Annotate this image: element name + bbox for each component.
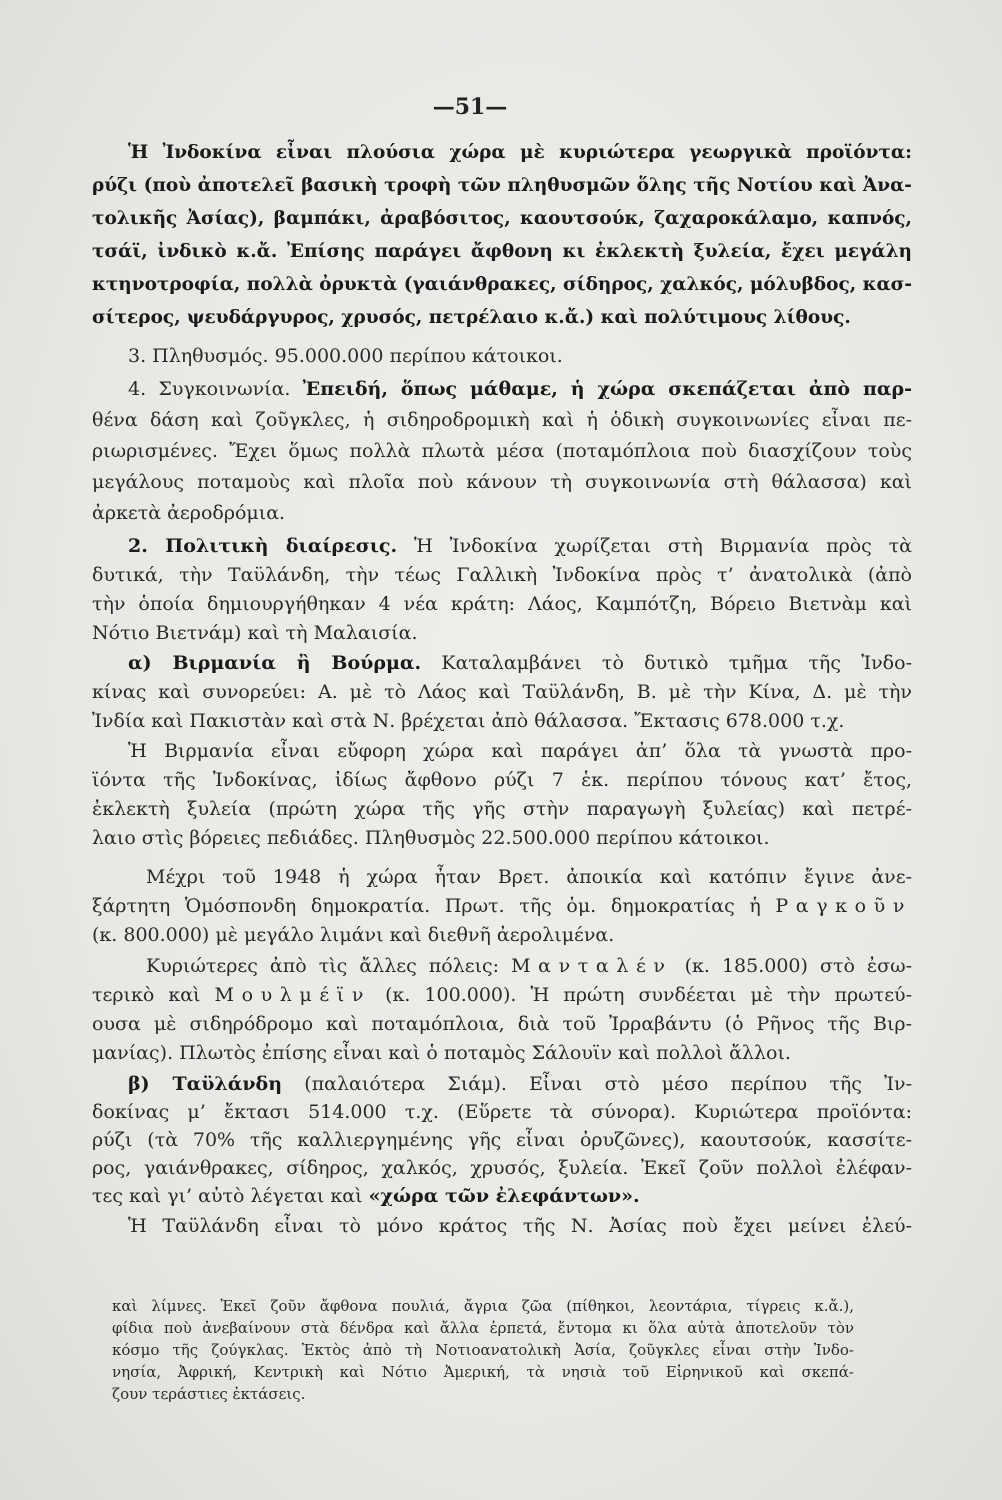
line-text: ἐκλεκτὴ ξυλεία (πρώτη χώρα τῆς γῆς στὴν παραγωγὴ ξυλείας) καὶ πετρέ- (92, 798, 912, 820)
line-text (92, 1182, 640, 1210)
text-segment: τερικὸ καὶ (92, 984, 201, 1006)
section-heading: 2. Πολιτικὴ διαίρεσις. (128, 535, 398, 557)
text-line (92, 1154, 912, 1182)
line-text: Ἡ Βιρμανία εἶναι εὔφορη χώρα καὶ παράγει ἀπ’ ὅλα τὰ γνωστὰ προ- (128, 740, 912, 762)
line-text: μανίας). Πλωτὸς ἐπίσης εἶναι καὶ ὁ ποταμὸς Σάλουϊν καὶ πολλοὶ ἄλλοι. (92, 1042, 791, 1064)
text-line (92, 892, 912, 921)
line-text: μεγάλους ποταμοὺς καὶ πλοῖα ποὺ κάνουν τὴ συγκοινωνία στὴ θάλασσα) καὶ (92, 471, 912, 493)
line-text (128, 532, 912, 561)
city-name: Μουλμέϊν (214, 984, 372, 1006)
line-text: (κ. 800.000) μὲ μεγάλο λιμάνι καὶ διεθνῆ ἀερολιμένα. (92, 924, 615, 946)
text-line (92, 202, 912, 235)
text-line (92, 590, 912, 619)
page-number: —51— (432, 94, 508, 120)
line-text: Ἡ Ταϋλάνδη εἶναι τὸ μόνο κράτος τῆς Ν. Ἀσίας ποὺ ἔχει μείνει ἐλεύ- (128, 1215, 912, 1237)
text-line (92, 1039, 912, 1068)
line-text: ρύζι (τὰ 70% τῆς καλλιεργημένης γῆς εἶναι ὀρυζῶνες), καουτσούκ, κασσίτε- (92, 1129, 912, 1151)
text-line (92, 1098, 912, 1126)
line-text: Μέχρι τοῦ 1948 ἡ χώρα ἦταν Βρετ. ἀποικία καὶ κατόπιν ἔγινε ἀνε- (146, 866, 912, 888)
paragraph-thailand (92, 1070, 912, 1210)
text-segment: 95.000.000 περίπου κάτοικοι. (274, 345, 563, 367)
line-text: Ἡ Ἰνδοκίνα εἶναι πλούσια χώρα μὲ κυριώτερα γεωργικὰ προϊόντα: (128, 142, 912, 163)
footnote-line (112, 1339, 854, 1361)
footnote-line (112, 1295, 854, 1317)
text-line (128, 136, 912, 169)
line-text: θένα δάση καὶ ζοῦγκλες, ἡ σιδηροδρομικὴ καὶ ἡ ὁδικὴ συγκοινωνίες εἶναι πε- (92, 409, 912, 431)
paragraph-products (92, 136, 912, 334)
paragraph-political-division (92, 532, 912, 648)
text-segment: Ἡ Ἰνδοκίνα χωρίζεται στὴ Βιρμανία πρὸς τὰ (413, 535, 913, 557)
text-line (92, 1010, 912, 1039)
text-line (92, 795, 912, 824)
text-segment: ξάρτητη Ὁμόσπονδη δημοκρατία. Πρωτ. τῆς ὁμ. δημοκρατίας ἡ (92, 895, 761, 917)
line-text (128, 374, 912, 405)
text-line (146, 952, 912, 981)
section-heading: 4. Συγκοινωνία. (128, 378, 291, 400)
paragraph-burma-products (92, 737, 912, 853)
line-text: κτηνοτροφία, πολλὰ ὀρυκτὰ (γαιάνθρακες, σίδηρος, χαλκός, μόλυβδος, κασ- (92, 274, 912, 295)
line-text: ζουν τεράστιες ἐκτάσεις. (112, 1385, 306, 1403)
paragraph-burma (92, 649, 912, 736)
city-name: Μανταλέν (511, 955, 673, 977)
text-line (128, 1070, 912, 1098)
text-line (92, 235, 912, 268)
text-line (128, 737, 912, 766)
line-text (128, 649, 912, 678)
footnote-line (112, 1361, 854, 1383)
text-line (92, 1126, 912, 1154)
paragraph-population (92, 342, 912, 371)
line-text: Ἰνδία καὶ Πακιστὰν καὶ στὰ Ν. βρέχεται ἀπὸ θάλασσα. Ἔκτασις 678.000 τ.χ. (92, 710, 845, 732)
text-line (128, 532, 912, 561)
text-line (128, 649, 912, 678)
paragraph-burma-cities (92, 952, 912, 1068)
line-text: ἀρκετὰ ἀεροδρόμια. (92, 502, 286, 524)
text-line (92, 1182, 912, 1210)
line-text: φίδια ποὺ ἀνεβαίνουν στὰ δένδρα καὶ ἄλλα ἑρπετά, ἔντομα κι ὅλα αὐτὰ ἀποτελοῦν τὸν (112, 1319, 854, 1337)
footnote-line (112, 1383, 854, 1405)
text-line (92, 405, 912, 436)
paragraph-thailand-independence (92, 1212, 912, 1241)
text-line (92, 561, 912, 590)
text-segment: Ἐπειδή, ὅπως μάθαμε, ἡ χώρα σκεπάζεται ἀπὸ παρ- (302, 378, 913, 400)
text-line (92, 678, 912, 707)
text-line (92, 824, 912, 853)
line-text: τὴν ὁποία δημιουργήθηκαν 4 νέα κράτη: Λάος, Καμπότζη, Βόρειο Βιετνὰμ καὶ (92, 593, 912, 615)
line-text: ριωρισμένες. Ἔχει ὅμως πολλὰ πλωτὰ μέσα (ποταμόπλοια ποὺ διασχίζουν τοὺς (92, 440, 912, 462)
line-text: καὶ λίμνες. Ἐκεῖ ζοῦν ἄφθονα πουλιά, ἄγρια ζῶα (πίθηκοι, λεοντάρια, τίγρεις κ.ἄ.), (112, 1297, 854, 1315)
line-text: κόσμο τῆς ζούγκλας. Ἐκτὸς ἀπὸ τὴ Νοτιοανατολικὴ Ἀσία, ζοῦγκλες εἶναι στὴν Ἰνδο- (112, 1341, 854, 1359)
line-text: νησία, Ἀφρική, Κεντρικὴ καὶ Νότιο Ἀμερική, τὰ νησιὰ τοῦ Εἰρηνικοῦ καὶ σκεπά- (112, 1363, 854, 1381)
line-text: ϊόντα τῆς Ἰνδοκίνας, ἰδίως ἄφθονο ρύζι 7 ἑκ. περίπου τόνους κατ’ ἔτος, (92, 769, 912, 791)
text-line (92, 268, 912, 301)
text-line (92, 498, 912, 529)
footnote (112, 1295, 854, 1405)
text-segment: (κ. 100.000). Ἡ πρώτη συνδέεται μὲ τὴν πρωτεύ- (385, 984, 913, 1006)
text-line (92, 467, 912, 498)
text-segment: (παλαιότερα Σιάμ). Εἶναι στὸ μέσο περίπου τῆς Ἰν- (304, 1073, 913, 1095)
line-text (128, 1070, 912, 1098)
footnote-line (112, 1317, 854, 1339)
line-text (146, 952, 912, 981)
text-line (92, 301, 912, 334)
emphasis-text: «χώρα τῶν ἐλεφάντων». (368, 1185, 640, 1207)
line-text (92, 892, 912, 921)
line-text: λαιο στὶς βόρειες πεδιάδες. Πληθυσμὸς 22.500.000 περίπου κάτοικοι. (92, 827, 770, 849)
line-text: δυτικά, τὴν Ταϋλάνδη, τὴν τέως Γαλλικὴ Ἰνδοκίνα πρὸς τ’ ἀνατολικὰ (ἀπὸ (92, 564, 912, 586)
line-text: τολικῆς Ἀσίας), βαμπάκι, ἀραβόσιτος, καουτσούκ, ζαχαροκάλαμο, καπνός, (92, 208, 912, 229)
line-text: ουσα μὲ σιδηρόδρομο καὶ ποταμόπλοια, διὰ τοῦ Ἰρραβάντυ (ὁ Ρῆνος τῆς Βιρ- (92, 1013, 912, 1035)
text-line (92, 169, 912, 202)
paragraph-transport (92, 374, 912, 529)
text-line (92, 436, 912, 467)
text-segment: τες καὶ γι’ αὐτὸ λέγεται καὶ (92, 1185, 363, 1207)
text-line (92, 766, 912, 795)
text-segment: Κυριώτερες ἀπὸ τὶς ἄλλες πόλεις: (146, 955, 500, 977)
section-heading: β) Ταϋλάνδη (128, 1073, 283, 1095)
line-text (92, 981, 912, 1010)
line-text: τσάϊ, ἰνδικὸ κ.ἄ. Ἐπίσης παράγει ἄφθονη κι ἐκλεκτὴ ξυλεία, ἔχει μεγάλη (92, 241, 912, 262)
line-text: Νότιο Βιετνάμ) καὶ τὴ Μαλαισία. (92, 622, 418, 644)
line-text: σίτερος, ψευδάργυρος, χρυσός, πετρέλαιο κ.ἄ.) καὶ πολύτιμους λίθους. (92, 307, 851, 328)
text-line (146, 863, 912, 892)
section-heading: α) Βιρμανία ἢ Βούρμα. (128, 652, 422, 674)
line-text: ρος, γαιάνθρακες, σίδηρος, χαλκός, χρυσός, ξυλεία. Ἐκεῖ ζοῦν πολλοὶ ἐλέφαν- (92, 1157, 912, 1179)
text-line (128, 342, 912, 371)
line-text: κίνας καὶ συνορεύει: Α. μὲ τὸ Λάος καὶ Ταϋλάνδη, Β. μὲ τὴν Κίνα, Δ. μὲ τὴν (92, 681, 912, 703)
text-segment: Καταλαμβάνει τὸ δυτικὸ τμῆμα τῆς Ἰνδο- (441, 652, 912, 674)
text-line (128, 1212, 912, 1241)
paragraph-burma-history (92, 863, 912, 950)
text-line (92, 921, 912, 950)
line-text: δοκίνας μ’ ἔκτασι 514.000 τ.χ. (Εὕρετε τὰ σύνορα). Κυριώτερα προϊόντα: (92, 1101, 912, 1123)
section-heading: 3. Πληθυσμός. (128, 345, 269, 367)
line-text: ρύζι (ποὺ ἀποτελεῖ βασικὴ τροφὴ τῶν πληθυσμῶν ὅλης τῆς Νοτίου καὶ Ἀνα- (92, 175, 912, 196)
text-line (128, 374, 912, 405)
text-line (92, 707, 912, 736)
text-line (92, 981, 912, 1010)
line-text (128, 342, 563, 371)
text-segment: (κ. 185.000) στὸ ἐσω- (684, 955, 913, 977)
capital-name: Ραγκοῦν (775, 895, 912, 917)
text-line (92, 619, 912, 648)
